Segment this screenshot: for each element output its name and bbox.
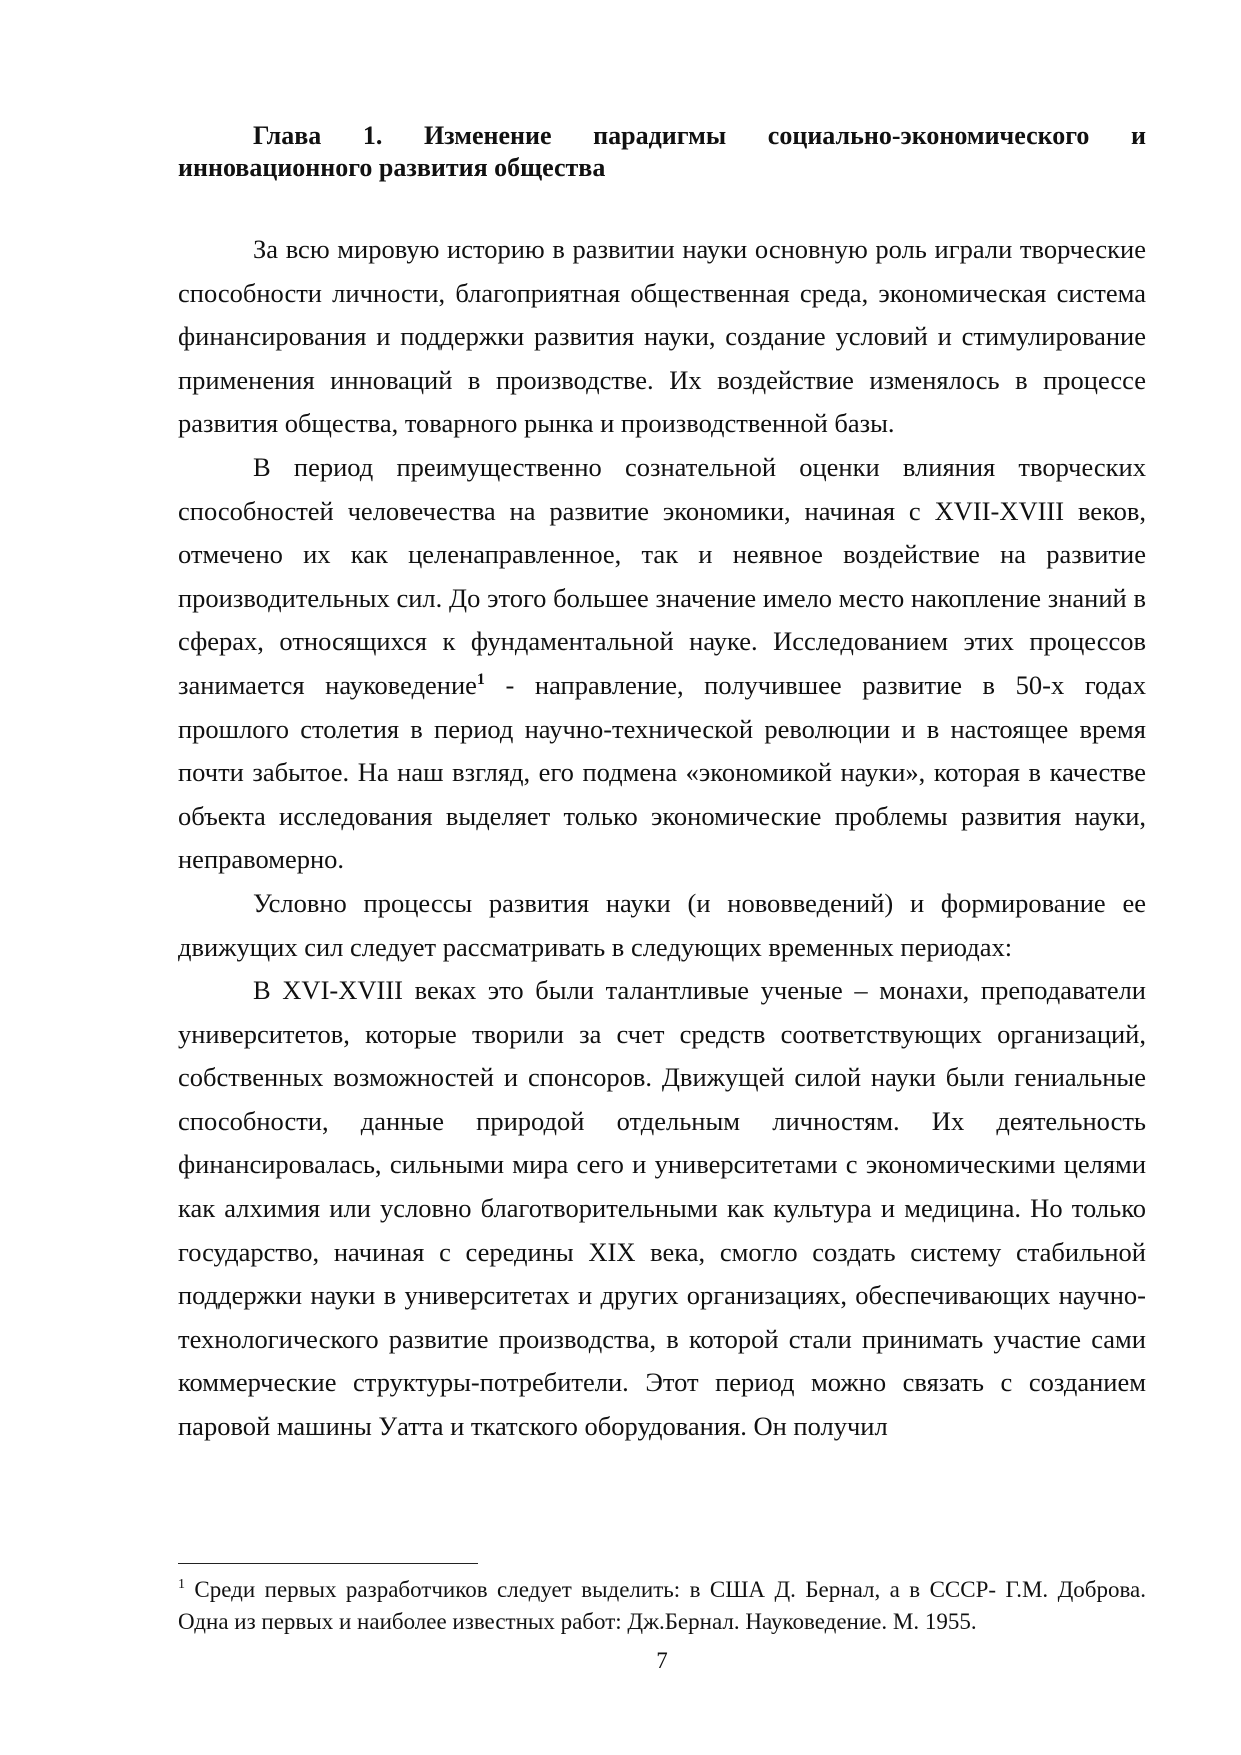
footnote-reference: 1 — [476, 670, 485, 688]
chapter-title: Глава 1. Изменение парадигмы социально-экономического и инновационного развития общества — [178, 121, 1146, 182]
paragraph-1: За всю мировую историю в развитии науки основную роль играли творческие способности личности, благоприятная общественная среда, экономическая система финансирования и поддержки развития науки, создание условий и стимулирование применения инноваций в производстве. Их воздействие изменялось в процессе развития общества, товарного рынка и производственной базы. — [178, 234, 1146, 439]
footnote — [178, 1574, 1146, 1638]
page-number: 7 — [656, 1648, 668, 1673]
footnote-number: 1 — [178, 1577, 185, 1592]
footnote-separator — [178, 1563, 478, 1564]
paragraph-4: В XVI-XVIII веках это были талантливые ученые – монахи, преподаватели университетов, которые творили за счет средств соответствующих организаций, собственных возможностей и спонсоров. Движущей силой науки были гениальные способности, данные природой отдельным личностям. Их деятельность финансировалась, сильными мира сего и университетами с экономическими целями как алхимия или условно благотворительными как культура и медицина. Но только государство, начиная с середины XIX века, смогло создать систему стабильной поддержки науки в университетах и других организациях, обеспечивающих научно-технологического развитие производства, в которой стали принимать участие сами коммерческие структуры-потребители. Этот период можно связать с созданием паровой машины Уатта и ткатского оборудования. Он получил — [178, 975, 1146, 1442]
footnote-text: Среди первых разработчиков следует выделить: в США Д. Бернал, а в СССР- Г.М. Доброва. Одна из первых и наиболее известных работ: Дж.Бернал. Науковедение. М. 1955. — [178, 1577, 1146, 1634]
paragraph-3: Условно процессы развития науки (и нововведений) и формирование ее движущих сил следует рассматривать в следующих временных периодах: — [178, 887, 1146, 962]
paragraph-2-part-2: - направление, получившее развитие в 50-х годах прошлого столетия в период научно-технической революции и в настоящее время почти забытое. На наш взгляд, его подмена «экономикой науки», которая в качестве объекта исследования выделяет только экономические проблемы развития науки, неправомерно. — [178, 669, 1147, 875]
document-page — [178, 0, 1146, 1755]
paragraph-2 — [178, 446, 1146, 882]
paragraph-2-part-1: В период преимущественно сознательной оценки влияния творческих способностей человечества на развитие экономики, начиная с XVII-XVIII веков, отмечено их как целенаправленное, так и неявное воздействие на развитие производительных сил. До этого большее значение имело место накопление знаний в сферах, относящихся к фундаментальной науке. Исследованием этих процессов занимается науковедение — [178, 451, 1146, 700]
body-text — [178, 228, 1146, 1449]
